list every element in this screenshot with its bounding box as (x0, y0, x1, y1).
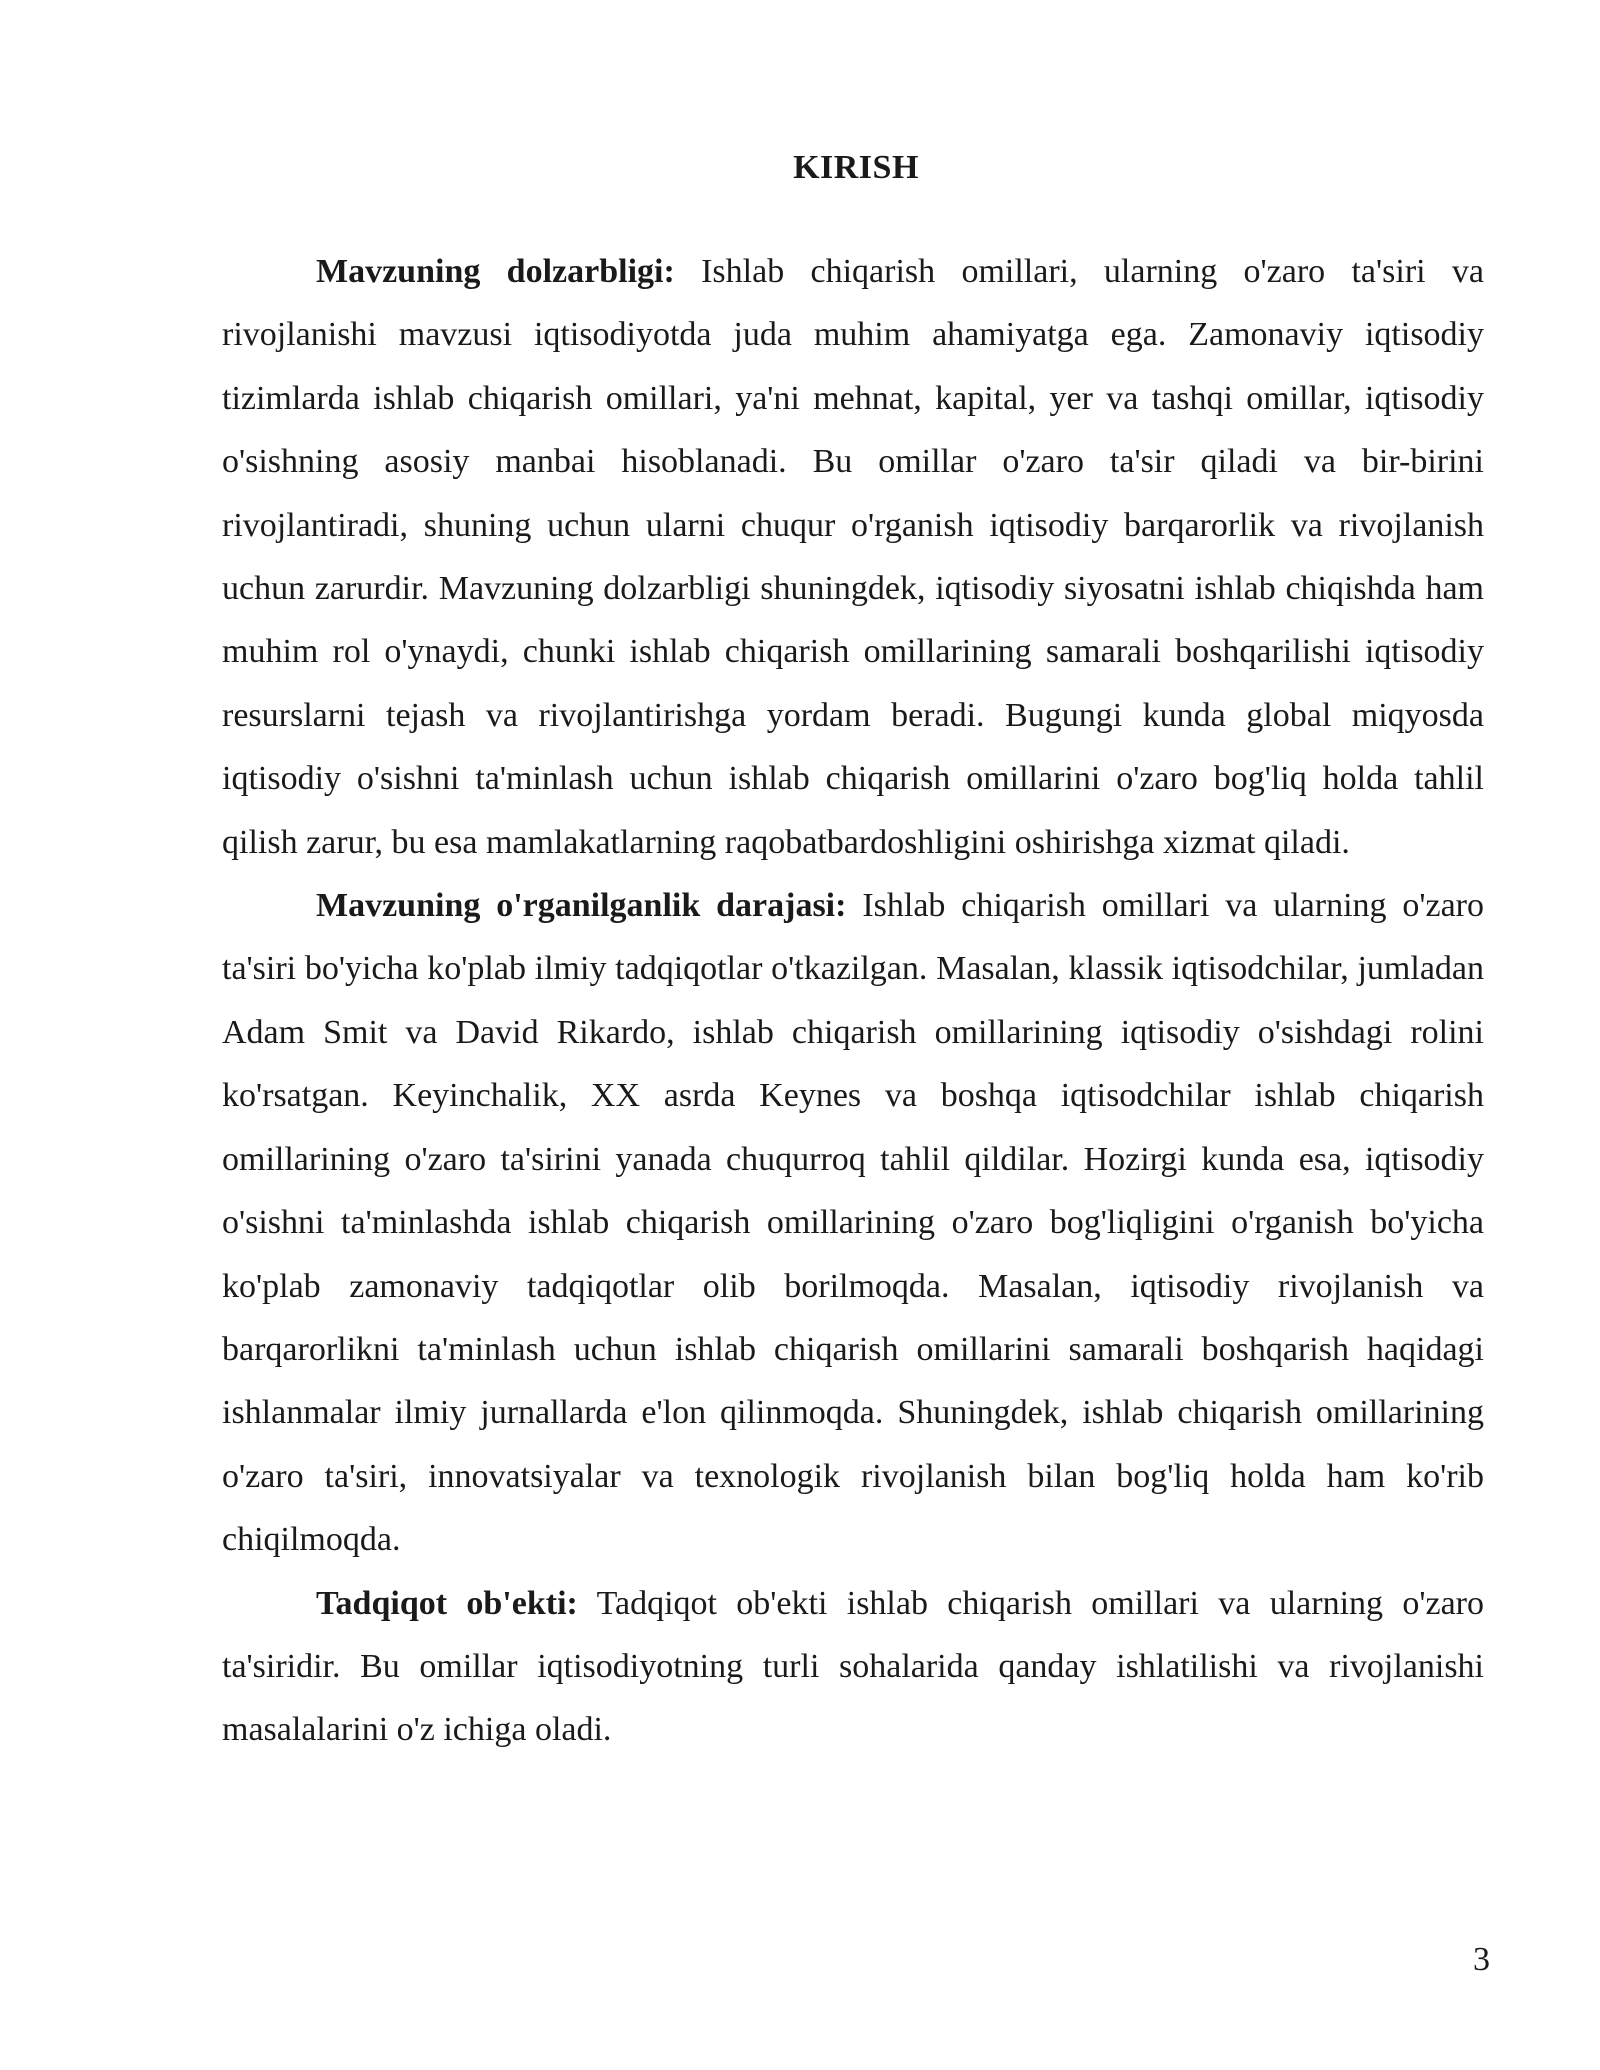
paragraph-text: Ishlab chiqarish omillari, ularning o'zaro ta'siri va rivojlanishi mavzusi iqtisodiyotda juda muhim ahamiyatga ega. Zamonaviy iqtisodiy tizimlarda ishlab chiqarish omillari, ya'ni mehnat, kapital, yer va tashqi omillar, iqtisodiy o'sishning asosiy manbai hisoblanadi. Bu omillar o'zaro ta'sir qiladi va bir-birini rivojlantiradi, shuning uchun ularni chuqur o'rganish iqtisodiy barqarorlik va rivojlanish uchun zarurdir. Mavzuning dolzarbligi shuningdek, iqtisodiy siyosatni ishlab chiqishda ham muhim rol o'ynaydi, chunki ishlab chiqarish omillarining samarali boshqarilishi iqtisodiy resurslarni tejash va rivojlantirishga yordam beradi. Bugungi kunda global miqyosda iqtisodiy o'sishni ta'minlash uchun ishlab chiqarish omillarini o'zaro bog'liq holda tahlil qilish zarur, bu esa mamlakatlarning raqobatbardoshligini oshirishga xizmat qiladi. (222, 253, 1485, 861)
document-body (222, 240, 1484, 1762)
paragraph-heading: Mavzuning dolzarbligi: (316, 253, 675, 290)
paragraph-text: Tadqiqot ob'ekti ishlab chiqarish omillari va ularning o'zaro ta'siridir. Bu omillar iqtisodiyotning turli sohalarida qanday ishlatilishi va rivojlanishi masalalarini o'z ichiga oladi. (222, 1584, 1484, 1749)
paragraph-relevance (222, 240, 1484, 874)
paragraph-text: Ishlab chiqarish omillari va ularning o'zaro ta'siri bo'yicha ko'plab ilmiy tadqiqotlar o'tkazilgan. Masalan, klassik iqtisodchilar, jumladan Adam Smit va David Rikardo, ishlab chiqarish omillarining iqtisodiy o'sishdagi rolini ko'rsatgan. Keyinchalik, XX asrda Keynes va boshqa iqtisodchilar ishlab chiqarish omillarining o'zaro ta'sirini yanada chuqurroq tahlil qildilar. Hozirgi kunda esa, iqtisodiy o'sishni ta'minlashda ishlab chiqarish omillarining o'zaro bog'liqligini o'rganish bo'yicha ko'plab zamonaviy tadqiqotlar olib borilmoqda. Masalan, iqtisodiy rivojlanish va barqarorlikni ta'minlash uchun ishlab chiqarish omillarini samarali boshqarish haqidagi ishlanmalar ilmiy jurnallarda e'lon qilinmoqda. Shuningdek, ishlab chiqarish omillarining o'zaro ta'siri, innovatsiyalar va texnologik rivojlanish bilan bog'liq holda ham ko'rib chiqilmoqda. (222, 887, 1484, 1559)
paragraph-heading: Tadqiqot ob'ekti: (316, 1584, 578, 1622)
paragraph-research-object (222, 1572, 1484, 1762)
page-title: KIRISH (793, 149, 919, 186)
page-number: 3 (1473, 1941, 1490, 1978)
paragraph-heading: Mavzuning o'rganilganlik darajasi: (316, 887, 847, 925)
paragraph-study-level (222, 874, 1484, 1571)
